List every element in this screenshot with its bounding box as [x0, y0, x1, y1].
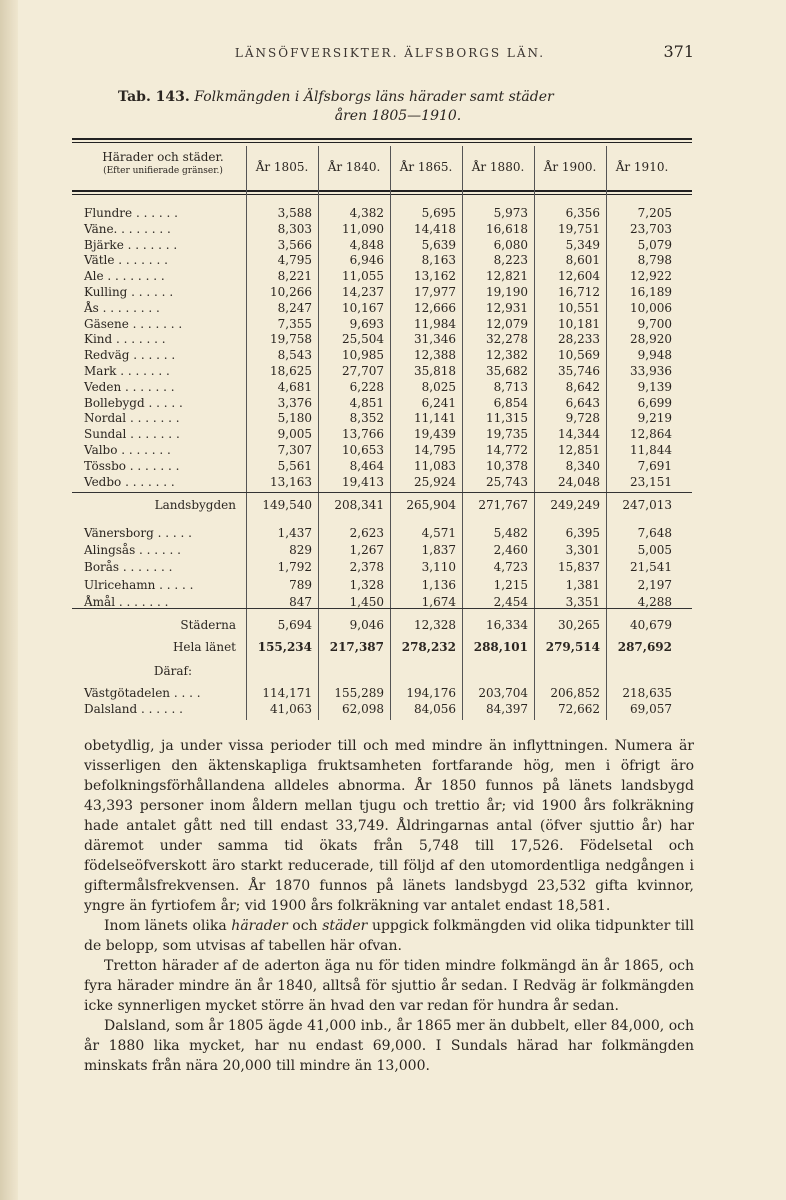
- cell-value: 278,232: [401, 640, 456, 654]
- cell-value: 3,110: [421, 560, 456, 575]
- cell-value: 12,079: [486, 316, 528, 331]
- cell-value: 4,288: [637, 594, 672, 609]
- page-edge: [0, 0, 18, 1200]
- cell-value: 11,090: [342, 221, 384, 236]
- table-row: [72, 396, 692, 410]
- cell-value: 287,692: [617, 640, 672, 654]
- row-label: Åmål . . . . . . .: [84, 594, 169, 609]
- cell-value: 23,703: [630, 221, 672, 236]
- cell-value: 35,682: [486, 364, 528, 378]
- row-label: Flundre . . . . . .: [84, 206, 178, 220]
- cell-value: 8,247: [277, 300, 312, 315]
- cell-value: 2,454: [493, 594, 528, 609]
- table-row: [72, 443, 692, 457]
- cell-value: 84,397: [486, 702, 528, 716]
- cell-value: 10,985: [342, 348, 384, 363]
- cell-value: 114,171: [262, 686, 312, 700]
- cell-value: 16,618: [486, 221, 528, 236]
- cell-value: 3,351: [565, 594, 600, 609]
- cell-value: 19,439: [414, 427, 456, 442]
- cell-value: 12,604: [558, 269, 600, 284]
- cell-value: 5,349: [565, 237, 600, 252]
- table-row: [72, 702, 692, 716]
- cell-value: 10,653: [342, 443, 384, 457]
- row-label: Väne. . . . . . . .: [84, 221, 171, 236]
- paragraph: Tretton härader af de aderton äga nu för tiden mindre folkmängd än år 1865, och fyra härader mindre än år 1840, alltså för sjuttio år sedan. I Redväg är folkmängden icke synnerligen mycket större än hvad den var redan för hundra år sedan.: [84, 958, 694, 1014]
- cell-value: 194,176: [406, 686, 456, 700]
- staderna-rule: [72, 608, 692, 609]
- cell-value: 249,249: [550, 498, 600, 512]
- cell-value: 206,852: [550, 686, 600, 700]
- cell-value: 1,136: [421, 577, 456, 592]
- cell-value: 9,948: [637, 348, 672, 363]
- cell-value: 155,289: [334, 686, 384, 700]
- cell-value: 288,101: [473, 640, 528, 654]
- cell-value: 2,197: [637, 577, 672, 592]
- cell-value: 31,346: [414, 332, 456, 347]
- cell-value: 16,712: [558, 285, 600, 299]
- cell-value: 5,482: [493, 526, 528, 540]
- row-label: Nordal . . . . . . .: [84, 411, 180, 426]
- cell-value: 8,601: [565, 253, 600, 268]
- row-label: Dalsland . . . . . .: [84, 702, 183, 716]
- cell-value: 6,080: [493, 237, 528, 252]
- page-number: 371: [663, 42, 694, 61]
- cell-value: 7,691: [637, 458, 672, 473]
- cell-value: 33,936: [630, 364, 672, 378]
- table-row: [72, 222, 692, 236]
- cell-value: 27,707: [342, 364, 384, 378]
- column-header-first: Härader och städer. (Efter unifierade gränser.): [102, 150, 224, 176]
- cell-value: 208,341: [334, 498, 384, 512]
- cell-value: 23,151: [630, 474, 672, 489]
- row-label: Ale . . . . . . . .: [84, 269, 165, 284]
- cell-value: 12,388: [414, 348, 456, 363]
- column-header-1840: År 1840.: [327, 160, 381, 174]
- cell-value: 62,098: [342, 702, 384, 716]
- cell-value: 7,205: [637, 206, 672, 220]
- cell-value: 829: [289, 543, 312, 558]
- staderna-row: [72, 618, 692, 632]
- cell-value: 1,267: [349, 543, 384, 558]
- running-title: LÄNSÖFVERSIKTER. ÄLFSBORGS LÄN.: [234, 46, 546, 60]
- cell-value: 7,307: [277, 443, 312, 457]
- landsbygden-row: [72, 498, 692, 512]
- cell-value: 1,792: [277, 560, 312, 575]
- cell-value: 72,662: [558, 702, 600, 716]
- cell-value: 12,931: [486, 300, 528, 315]
- table-label: Tab. 143.: [118, 89, 190, 105]
- row-label: Bjärke . . . . . . .: [84, 237, 178, 252]
- table-row: [72, 348, 692, 362]
- cell-value: 16,334: [486, 618, 528, 632]
- column-header-1865: År 1865.: [399, 160, 453, 174]
- cell-value: 28,233: [558, 332, 600, 347]
- cell-value: 19,758: [270, 332, 312, 347]
- cell-value: 2,460: [493, 543, 528, 558]
- cell-value: 8,642: [565, 379, 600, 394]
- cell-value: 35,818: [414, 364, 456, 378]
- row-label: Vedbo . . . . . . .: [84, 474, 175, 489]
- cell-value: 10,181: [558, 316, 600, 331]
- row-label: Alingsås . . . . . .: [84, 543, 181, 558]
- table-row: [72, 253, 692, 267]
- cell-value: 7,355: [277, 316, 312, 331]
- cell-value: 17,977: [414, 285, 456, 299]
- cell-value: 5,561: [277, 458, 312, 473]
- cell-value: 12,328: [414, 618, 456, 632]
- cell-value: 6,946: [349, 253, 384, 268]
- row-label: Redväg . . . . . .: [84, 348, 176, 363]
- row-label: Ås . . . . . . . .: [84, 300, 160, 315]
- cell-value: 3,588: [277, 206, 312, 220]
- cell-value: 3,566: [277, 237, 312, 252]
- landsbygden-rule: [72, 492, 692, 493]
- table-row: [72, 411, 692, 425]
- cell-value: 271,767: [478, 498, 528, 512]
- cell-value: 6,699: [637, 395, 672, 410]
- cell-value: 8,464: [349, 458, 384, 473]
- cell-value: 14,795: [414, 443, 456, 457]
- row-label: Kulling . . . . . .: [84, 285, 174, 299]
- table-row: [72, 543, 692, 557]
- table-row: [72, 475, 692, 489]
- cell-value: 5,079: [637, 237, 672, 252]
- cell-value: 10,378: [486, 458, 528, 473]
- cell-value: 10,006: [630, 300, 672, 315]
- cell-value: 19,735: [486, 427, 528, 442]
- cell-value: 8,798: [637, 253, 672, 268]
- cell-value: 35,746: [558, 364, 600, 378]
- cell-value: 12,666: [414, 300, 456, 315]
- cell-value: 6,854: [493, 395, 528, 410]
- table-top-rule: [72, 138, 692, 143]
- cell-value: 1,837: [421, 543, 456, 558]
- hela-lanet-row: [72, 640, 692, 654]
- table-row: [72, 364, 692, 378]
- header-bottom-rule: [72, 190, 692, 195]
- cell-value: 279,514: [545, 640, 600, 654]
- cell-value: 12,922: [630, 269, 672, 284]
- cell-value: 8,340: [565, 458, 600, 473]
- cell-value: 6,356: [565, 206, 600, 220]
- cell-value: 6,643: [565, 395, 600, 410]
- cell-value: 3,301: [565, 543, 600, 558]
- row-label: Gäsene . . . . . . .: [84, 316, 183, 331]
- cell-value: 1,450: [349, 594, 384, 609]
- cell-value: 1,215: [493, 577, 528, 592]
- row-label: Vänersborg . . . . .: [84, 526, 192, 540]
- cell-value: 69,057: [630, 702, 672, 716]
- cell-value: 8,025: [421, 379, 456, 394]
- cell-value: 217,387: [329, 640, 384, 654]
- cell-value: 8,303: [277, 221, 312, 236]
- cell-value: 4,723: [493, 560, 528, 575]
- cell-value: 14,344: [558, 427, 600, 442]
- cell-value: 16,189: [630, 285, 672, 299]
- paragraph: obetydlig, ja under vissa perioder till och med mindre än inflyttningen. Numera är visserligen den äktenskapliga fruktsamheten fortfarande hög, men i öfrigt äro befolkningsförhållandena alldeles abnorma. År 1850 funnos på länets landsbygd 43,393 personer inom åldern mellan tjugu och trettio år; vid 1900 års folkräkning hade antalet gått ned till endast 33,749. Åldringarnas antal (öfver sjuttio år) har däremot under samma tid ökats från 5,748 till 17,526. Födelsetal och födelseöfverskott äro starkt reducerade, till följd af den utomordentliga nedgången i giftermålsfrekvensen. År 1870 funnos på länets landsbygd 23,532 gifta kvinnor, yngre än fyrtiofem år; vid 1900 års folkräkning var antalet endast 18,581.: [84, 738, 694, 914]
- cell-value: 247,013: [622, 498, 672, 512]
- cell-value: 10,266: [270, 285, 312, 299]
- cell-value: 41,063: [270, 702, 312, 716]
- cell-value: 8,352: [349, 411, 384, 426]
- cell-value: 8,223: [493, 253, 528, 268]
- paragraph: Dalsland, som år 1805 ägde 41,000 inb., år 1865 mer än dubbelt, eller 84,000, och år 1880 lika mycket, har nu endast 69,000. I Sundals härad har folkmängden minskats från nära 20,000 till mindre än 13,000.: [84, 1018, 694, 1074]
- cell-value: 25,924: [414, 474, 456, 489]
- cell-value: 24,048: [558, 474, 600, 489]
- table-row: [72, 285, 692, 299]
- cell-value: 12,382: [486, 348, 528, 363]
- cell-value: 28,920: [630, 332, 672, 347]
- table-row: [72, 578, 692, 592]
- cell-value: 9,219: [637, 411, 672, 426]
- cell-value: 14,237: [342, 285, 384, 299]
- row-label: Mark . . . . . . .: [84, 364, 170, 378]
- cell-value: 30,265: [558, 618, 600, 632]
- cell-value: 84,056: [414, 702, 456, 716]
- cell-value: 8,713: [493, 379, 528, 394]
- table-caption: [118, 88, 678, 126]
- cell-value: 7,648: [637, 526, 672, 540]
- cell-value: 18,625: [270, 364, 312, 378]
- row-label: Västgötadelen . . . .: [84, 686, 201, 700]
- cell-value: 15,837: [558, 560, 600, 575]
- cell-value: 11,315: [486, 411, 528, 426]
- cell-value: 6,228: [349, 379, 384, 394]
- column-header-1880: År 1880.: [471, 160, 525, 174]
- cell-value: 25,504: [342, 332, 384, 347]
- table-row: [72, 301, 692, 315]
- row-label: Ulricehamn . . . . .: [84, 577, 194, 592]
- cell-value: 1,437: [277, 526, 312, 540]
- table-row: [72, 595, 692, 609]
- cell-value: 9,700: [637, 316, 672, 331]
- cell-value: 203,704: [478, 686, 528, 700]
- cell-value: 4,851: [349, 395, 384, 410]
- cell-value: 5,005: [637, 543, 672, 558]
- row-label: Hela länet: [172, 640, 236, 654]
- column-header-1910: År 1910.: [615, 160, 669, 174]
- row-label: Städerna: [180, 618, 236, 632]
- table-row: [72, 560, 692, 574]
- cell-value: 19,413: [342, 474, 384, 489]
- cell-value: 12,851: [558, 443, 600, 457]
- cell-value: 4,795: [277, 253, 312, 268]
- row-label: Sundal . . . . . . .: [84, 427, 180, 442]
- cell-value: 4,571: [421, 526, 456, 540]
- cell-value: 1,381: [565, 577, 600, 592]
- cell-value: 5,694: [277, 618, 312, 632]
- cell-value: 19,190: [486, 285, 528, 299]
- table-row: [72, 317, 692, 331]
- cell-value: 12,821: [486, 269, 528, 284]
- row-label: Valbo . . . . . . .: [84, 443, 171, 457]
- cell-value: 14,772: [486, 443, 528, 457]
- row-label: Landsbygden: [154, 498, 236, 512]
- cell-value: 149,540: [262, 498, 312, 512]
- table-row: [72, 269, 692, 283]
- paragraph: Inom länets olika härader och städer uppgick folkmängden vid olika tidpunkter till de belopp, som utvisas af tabellen här ofvan.: [84, 918, 695, 954]
- cell-value: 32,278: [486, 332, 528, 347]
- column-header-1805: År 1805.: [255, 160, 309, 174]
- row-label: Bollebygd . . . . .: [84, 395, 183, 410]
- cell-value: 19,751: [558, 221, 600, 236]
- table-row: [72, 206, 692, 220]
- cell-value: 1,674: [421, 594, 456, 609]
- cell-value: 2,378: [349, 560, 384, 575]
- cell-value: 11,141: [414, 411, 456, 426]
- cell-value: 4,382: [349, 206, 384, 220]
- table-row: [72, 459, 692, 473]
- cell-value: 218,635: [622, 686, 672, 700]
- cell-value: 1,328: [349, 577, 384, 592]
- cell-value: 40,679: [630, 618, 672, 632]
- cell-value: 9,728: [565, 411, 600, 426]
- cell-value: 9,005: [277, 427, 312, 442]
- cell-value: 9,046: [349, 618, 384, 632]
- column-headers: [72, 146, 692, 188]
- cell-value: 5,695: [421, 206, 456, 220]
- cell-value: 13,163: [270, 474, 312, 489]
- cell-value: 13,162: [414, 269, 456, 284]
- body-text: [84, 736, 694, 1076]
- cell-value: 4,681: [277, 379, 312, 394]
- cell-value: 8,543: [277, 348, 312, 363]
- cell-value: 8,221: [277, 269, 312, 284]
- cell-value: 4,848: [349, 237, 384, 252]
- cell-value: 14,418: [414, 221, 456, 236]
- table-row: [72, 380, 692, 394]
- cell-value: 5,973: [493, 206, 528, 220]
- cell-value: 9,693: [349, 316, 384, 331]
- row-label: Tössbo . . . . . . .: [84, 458, 180, 473]
- cell-value: 5,639: [421, 237, 456, 252]
- cell-value: 13,766: [342, 427, 384, 442]
- cell-value: 265,904: [406, 498, 456, 512]
- table-row: [72, 427, 692, 441]
- cell-value: 3,376: [277, 395, 312, 410]
- cell-value: 11,083: [414, 458, 456, 473]
- table-years: åren 1805—1910.: [334, 108, 462, 124]
- table-row: [72, 238, 692, 252]
- cell-value: 11,844: [630, 443, 672, 457]
- row-label: Kind . . . . . . .: [84, 332, 166, 347]
- row-label: Vätle . . . . . . .: [84, 253, 168, 268]
- cell-value: 6,241: [421, 395, 456, 410]
- cell-value: 8,163: [421, 253, 456, 268]
- row-label: Borås . . . . . . .: [84, 560, 173, 575]
- cell-value: 5,180: [277, 411, 312, 426]
- cell-value: 25,743: [486, 474, 528, 489]
- cell-value: 6,395: [565, 526, 600, 540]
- row-label: Veden . . . . . . .: [84, 379, 175, 394]
- table-row: [72, 686, 692, 700]
- cell-value: 847: [289, 594, 312, 609]
- cell-value: 155,234: [257, 640, 312, 654]
- table-subheading: Däraf:: [153, 664, 192, 678]
- cell-value: 2,623: [349, 526, 384, 540]
- table-row: [72, 526, 692, 540]
- cell-value: 789: [289, 577, 312, 592]
- cell-value: 11,984: [414, 316, 456, 331]
- cell-value: 21,541: [630, 560, 672, 575]
- cell-value: 11,055: [342, 269, 384, 284]
- table-title: Folkmängden i Älfsborgs läns härader samt städer: [194, 89, 554, 105]
- cell-value: 12,864: [630, 427, 672, 442]
- cell-value: 10,551: [558, 300, 600, 315]
- table-row: [72, 332, 692, 346]
- column-header-1900: År 1900.: [543, 160, 597, 174]
- cell-value: 10,167: [342, 300, 384, 315]
- cell-value: 10,569: [558, 348, 600, 363]
- cell-value: 9,139: [637, 379, 672, 394]
